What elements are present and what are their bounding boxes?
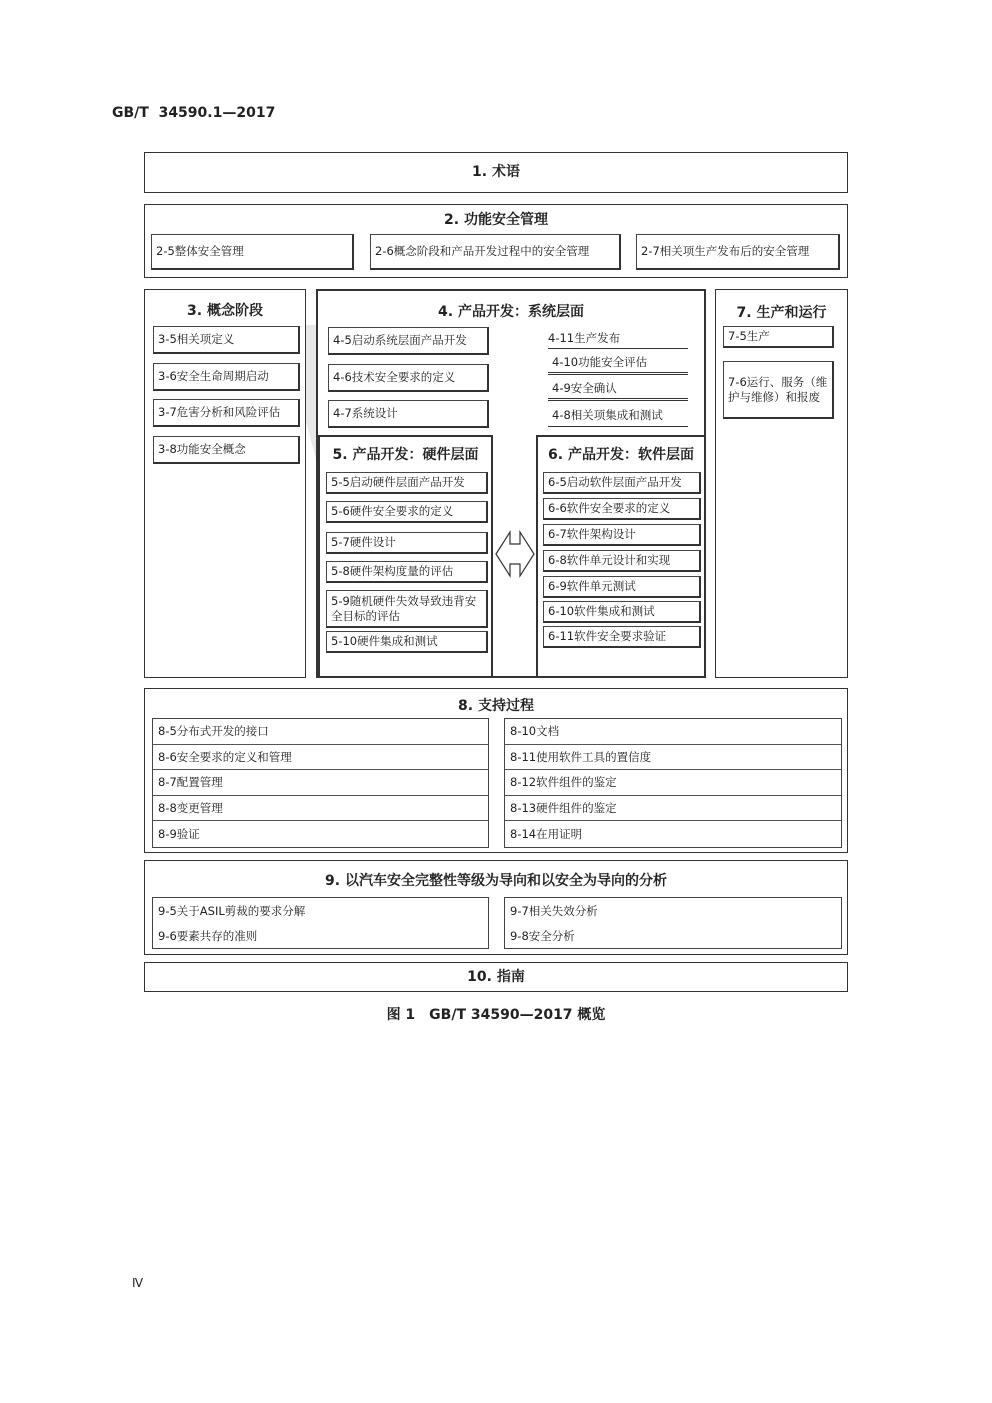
list-item: 8-13硬件组件的鉴定: [505, 796, 841, 822]
box-system-level-title: 4. 产品开发：系统层面: [438, 304, 584, 320]
box-terms: [144, 152, 848, 193]
process-item: 2-5整体安全管理: [151, 234, 354, 270]
list-item: 9-8安全分析: [510, 929, 575, 944]
supporting-list-left: [152, 718, 489, 848]
process-item: 4-11生产发布: [548, 327, 688, 349]
list-item: 8-7配置管理: [153, 770, 488, 796]
box-concept-phase: [144, 289, 306, 678]
box-safety-management: [144, 204, 848, 278]
list-item: 8-6安全要求的定义和管理: [153, 745, 488, 771]
box-asil-analysis-title: 9. 以汽车安全完整性等级为导向和以安全为导向的分析: [325, 873, 667, 889]
box-terms-title: 1. 术语: [472, 164, 520, 180]
document-id: GB/T 34590.1—2017: [112, 105, 276, 121]
supporting-list-right: [504, 718, 842, 848]
box-concept-phase-title: 3. 概念阶段: [187, 303, 263, 319]
list-item: 9-6要素共存的准则: [158, 929, 258, 944]
process-item: 7-6运行、服务（维护与维修）和报废: [723, 361, 834, 419]
list-item: 8-10文档: [505, 719, 841, 745]
process-item: 5-10硬件集成和测试: [326, 631, 488, 653]
process-item: 5-7硬件设计: [326, 532, 488, 554]
process-item: 6-7软件架构设计: [543, 524, 701, 546]
box-guideline-title: 10. 指南: [467, 969, 525, 985]
list-item: 8-14在用证明: [510, 827, 583, 842]
process-item: 3-7危害分析和风险评估: [153, 399, 300, 427]
list-item: 8-11使用软件工具的置信度: [505, 745, 841, 771]
box-software-level-title: 6. 产品开发：软件层面: [548, 447, 694, 463]
process-item: 6-6软件安全要求的定义: [543, 498, 701, 520]
list-item: 9-5关于ASIL剪裁的要求分解: [158, 903, 306, 918]
list-item: 8-12软件组件的鉴定: [505, 770, 841, 796]
box-supporting-processes-title: 8. 支持过程: [458, 698, 534, 714]
figure-caption: 图 1 GB/T 34590—2017 概览: [386, 1007, 606, 1023]
list-item: 8-5分布式开发的接口: [153, 719, 488, 745]
process-item: 4-8相关项集成和测试: [548, 403, 688, 427]
process-item: 4-9安全确认: [548, 377, 688, 401]
box-safety-management-title: 2. 功能安全管理: [444, 212, 548, 228]
process-item: 4-6技术安全要求的定义: [328, 364, 489, 392]
process-item: 3-8功能安全概念: [153, 436, 300, 464]
box-guideline: [144, 962, 848, 992]
box-supporting-processes: [144, 688, 848, 853]
analysis-list-right: [504, 897, 842, 949]
list-item: 8-9验证: [158, 827, 200, 842]
process-item: 6-11软件安全要求验证: [543, 626, 701, 648]
process-item: 3-6安全生命周期启动: [153, 363, 300, 391]
process-item: 5-6硬件安全要求的定义: [326, 501, 488, 523]
process-item: 5-8硬件架构度量的评估: [326, 561, 488, 583]
process-item: 4-5启动系统层面产品开发: [328, 327, 489, 355]
process-item: 2-7相关项生产发布后的安全管理: [636, 234, 840, 270]
list-item: 9-7相关失效分析: [510, 903, 598, 918]
page-number: Ⅳ: [132, 1276, 144, 1290]
list-item: 8-8变更管理: [153, 796, 488, 822]
process-item: 4-7系统设计: [328, 400, 489, 428]
box-asil-analysis: [144, 860, 848, 955]
process-item: 6-8软件单元设计和实现: [543, 550, 701, 572]
process-item: 4-10功能安全评估: [548, 351, 688, 375]
box-production-operation: [715, 289, 848, 678]
process-item: 5-5启动硬件层面产品开发: [326, 472, 488, 494]
process-item: 3-5相关项定义: [153, 326, 300, 354]
double-arrow-icon: [494, 528, 536, 580]
box-hardware-level-title: 5. 产品开发：硬件层面: [332, 447, 479, 463]
box-software-level: [536, 435, 706, 678]
box-hardware-level: [318, 435, 493, 678]
process-item: 2-6概念阶段和产品开发过程中的安全管理: [370, 234, 621, 270]
process-item: 7-5生产: [723, 326, 834, 348]
box-production-operation-title: 7. 生产和运行: [736, 305, 827, 321]
process-item: 6-9软件单元测试: [543, 576, 701, 598]
process-item: 5-9随机硬件失效导致违背安全目标的评估: [326, 590, 488, 628]
analysis-list-left: [152, 897, 489, 949]
process-item: 6-5启动软件层面产品开发: [543, 472, 701, 494]
process-item: 6-10软件集成和测试: [543, 601, 701, 623]
